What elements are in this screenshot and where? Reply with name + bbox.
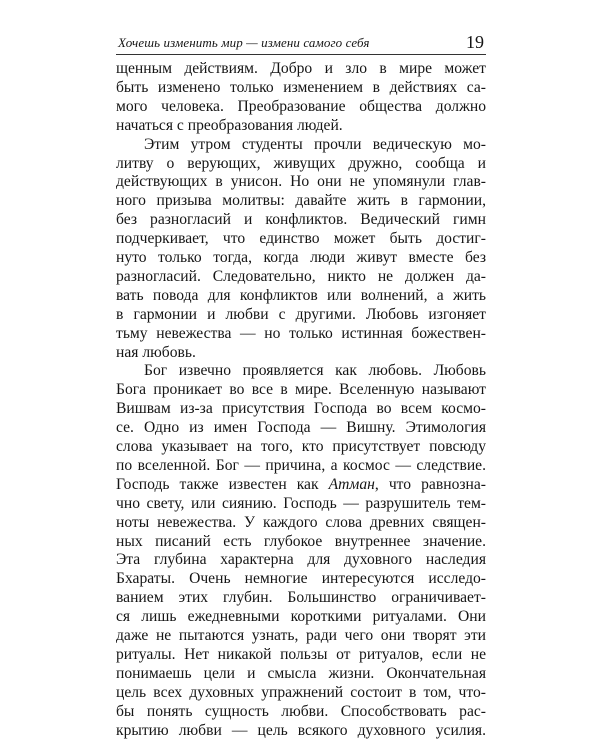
running-head (116, 32, 486, 56)
text-line: ритуалы. Нет никакой пользы от ритуалов, если не (116, 645, 486, 663)
text-line: по вселенной. Бог — причина, а космос — следствие. (116, 456, 486, 474)
text-segment: , что равнозна- (374, 475, 486, 493)
text-line: слова указывает на того, кто присутствует повсюду (116, 438, 486, 455)
text-line: ноты невежества. У каждого слова древних священ- (116, 513, 486, 531)
text-line: вать повода для конфликтов или волнений, а жить (116, 286, 486, 304)
text-line: понимаешь цели и смысла жизни. Окончательная (116, 664, 486, 682)
text-line: в гармонии и любви с другими. Любовь изгоняет (116, 305, 486, 323)
text-line: ных писаний есть глубокое внутреннее значение. (116, 532, 486, 550)
text-line: крытию любви — цель всякого духовного усилия. (116, 721, 486, 739)
running-title: Хочешь изменить мир — измени самого себя (118, 35, 370, 50)
text-line: мого человека. Преобразование общества должно (116, 97, 486, 115)
atman-term: Атман (328, 475, 375, 493)
text-line: Бхараты. Очень немногие интересуются исследо- (116, 570, 486, 588)
text-line: чно свету, или сиянию. Господь — разрушитель тем- (116, 494, 486, 512)
header-rule (116, 54, 486, 55)
text-line: цель всех духовных упражнений состоит в том, что- (116, 683, 486, 701)
text-line: без разногласий и конфликтов. Ведический гимн (116, 211, 486, 229)
text-line: ванием этих глубин. Большинство ограничивает- (116, 589, 486, 607)
paragraph-first-line: Этим утром студенты прочли ведическую мо- (144, 135, 486, 153)
text-line: быть изменено только изменением в действиях са- (116, 78, 486, 96)
text-line: Эта глубина характерна для духовного наследия (116, 551, 486, 569)
text-line: Вишвам из-за присутствия Господа во всем космо- (116, 400, 486, 418)
paragraph-first-line: Бог извечно проявляется как любовь. Любовь (144, 362, 486, 380)
text-line (116, 476, 486, 495)
text-line: нуто только тогда, когда люди живут вместе без (116, 249, 486, 266)
page-number: 19 (466, 32, 484, 52)
text-line: литву о верующих, живущих дружно, сообща и (116, 154, 486, 172)
text-line: начаться с преобразования людей. (116, 116, 343, 134)
text-line: подчеркивает, что единство может быть достиг- (116, 230, 486, 248)
text-line: ного призыва молитвы: давайте жить в гармонии, (116, 192, 486, 210)
text-line: разногласий. Следовательно, никто не должен да- (116, 267, 486, 285)
text-line: Бога проникает во все в мире. Вселенную называют (116, 381, 486, 399)
text-line: ная любовь. (116, 343, 196, 361)
text-line: щенным действиям. Добро и зло в мире может (116, 60, 486, 77)
text-line: даже не пытаются узнать, ради чего они творят эти (116, 627, 486, 644)
text-segment: Господь также известен как (116, 475, 329, 493)
text-line: бы понять сущность любви. Способствовать рас- (116, 702, 486, 720)
text-line: се. Одно из имен Господа — Вишну. Этимология (116, 419, 486, 437)
text-line: действующих в унисон. Но они не упомянули глав- (116, 173, 486, 191)
text-line: ся лишь ежедневными короткими ритуалами. Они (116, 608, 486, 626)
text-line: тьму невежества — но только истинная божествен- (116, 324, 486, 342)
